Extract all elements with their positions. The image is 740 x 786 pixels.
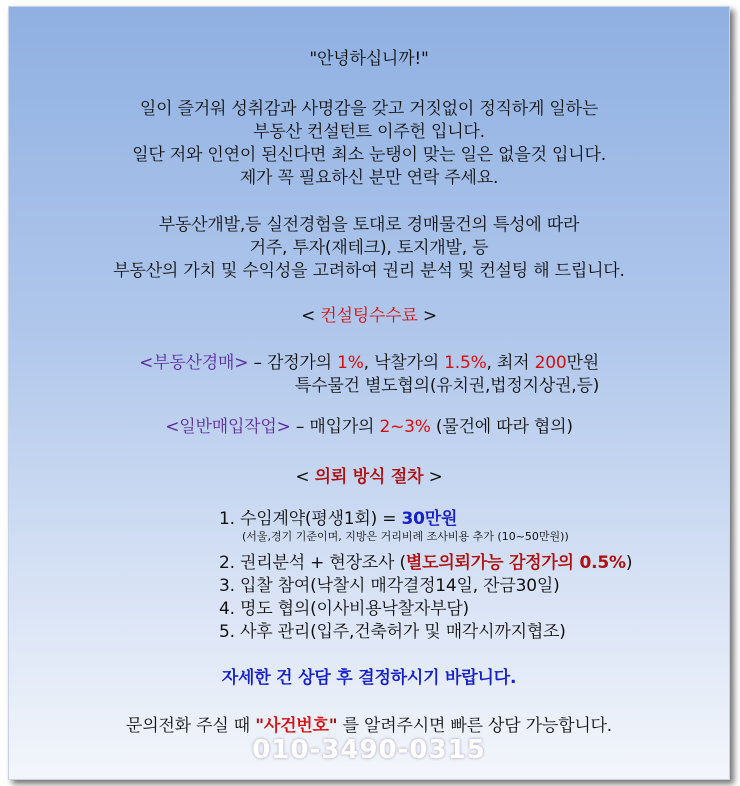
- fee-heading-text: 컨설팅수수료: [320, 306, 418, 326]
- auction-text: – 감정가의: [248, 353, 338, 373]
- auction-rate-winning: 1.5%: [444, 353, 487, 373]
- procedure-step-1: [219, 504, 719, 529]
- closing-message: 자세한 건 상담 후 결정하시기 바랍니다.: [221, 668, 517, 688]
- auction-rate-appraisal: 1%: [337, 353, 364, 373]
- procedure-step-4: 4. 명도 협의(이사비용낙찰자부담): [219, 599, 469, 619]
- auction-text: 만원: [566, 353, 599, 373]
- procedure-step-2: [219, 548, 719, 573]
- general-label: <일반매입작업>: [165, 417, 291, 437]
- experience-line: 부동산개발,등 실전경험을 토대로 경매물건의 특성에 따라: [158, 215, 580, 235]
- contact-text: 문의전화 주실 때: [126, 716, 256, 736]
- general-rate: 2~3%: [379, 417, 431, 437]
- fee-heading: [9, 301, 729, 326]
- fee-heading-close: >: [417, 306, 437, 326]
- step1-price: 30만원: [401, 509, 458, 529]
- intro-line: 일단 저와 인연이 된신다면 최소 눈탱이 맞는 일은 없을것 입니다.: [132, 145, 606, 165]
- procedure-heading-close: >: [423, 467, 443, 487]
- procedure-heading-open: <: [295, 467, 315, 487]
- step-text: ): [625, 553, 633, 573]
- contact-line: [9, 711, 729, 736]
- auction-label: <부동산경매>: [139, 353, 249, 373]
- fee-auction: [9, 348, 729, 373]
- intro-line: 부동산 컨설턴트 이주헌 입니다.: [253, 122, 485, 142]
- auction-note: 특수물건 별도협의(유치권,법정지상권,등): [294, 376, 600, 396]
- phone-number[interactable]: 010-3490-0315: [252, 735, 486, 765]
- intro-line: 제가 꼭 필요하신 분만 연락 주세요.: [239, 168, 499, 188]
- general-text: (물건에 따라 협의): [430, 417, 573, 437]
- procedure-step-1-note: (서울,경기 기준이며, 지방은 거리비례 조사비용 추가 (10~50만원)): [242, 530, 569, 543]
- notice-panel: [8, 6, 730, 780]
- general-text: – 매입가의: [290, 417, 380, 437]
- fee-general: [9, 412, 729, 437]
- contact-quote: ": [255, 716, 264, 736]
- auction-text: , 낙찰가의: [363, 353, 445, 373]
- fee-heading-open: <: [301, 306, 321, 326]
- auction-minimum: 200: [534, 353, 567, 373]
- step2-highlight: 별도의뢰가능 감정가의 0.5%: [405, 553, 626, 573]
- procedure-heading: [9, 462, 729, 487]
- step-text: 1. 수임계약(평생1회) =: [219, 509, 402, 529]
- contact-quote: ": [328, 716, 338, 736]
- procedure-heading-text: 의뢰 방식 절차: [314, 467, 424, 487]
- step-text: 2. 권리분석 + 현장조사 (: [219, 553, 406, 573]
- experience-line: 부동산의 가치 및 수익성을 고려하여 권리 분석 및 컨설팅 해 드립니다.: [113, 261, 625, 281]
- case-number-label: 사건번호: [263, 716, 329, 736]
- greeting: "안녕하십니까!": [309, 49, 429, 69]
- procedure-step-3: 3. 입찰 참여(낙찰시 매각결정14일, 잔금30일): [219, 576, 560, 596]
- auction-text: , 최저: [486, 353, 535, 373]
- contact-text: 를 알려주시면 빠른 상담 가능합니다.: [337, 716, 612, 736]
- procedure-step-5: 5. 사후 관리(입주,건축허가 및 매각시까지협조): [219, 622, 566, 642]
- intro-line: 일이 즐거워 성취감과 사명감을 갖고 거짓없이 정직하게 일하는: [139, 99, 599, 119]
- experience-line: 거주, 투자(재테크), 토지개발, 등: [249, 238, 489, 258]
